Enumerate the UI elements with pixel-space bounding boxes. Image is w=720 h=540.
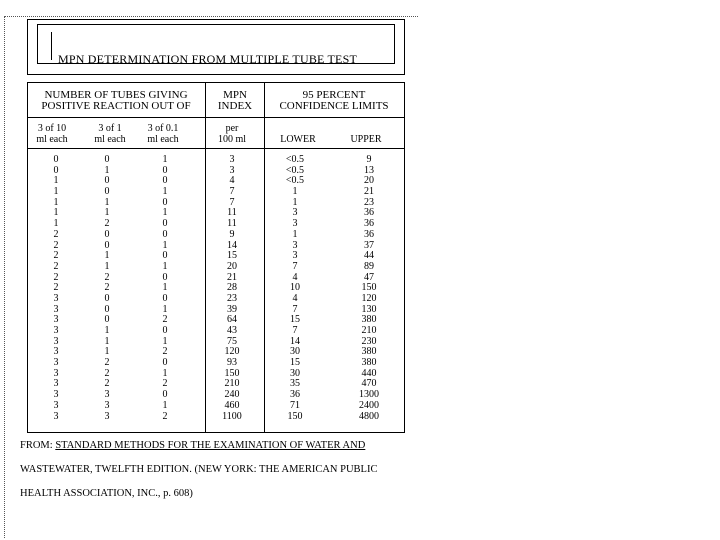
column-3-of-0-1 xyxy=(153,155,177,422)
tubes-1ml-cell: 1 xyxy=(104,335,110,347)
source-line-2: WASTEWATER, TWELFTH EDITION. (NEW YORK: THE AMERICAN PUBLIC xyxy=(20,464,378,475)
column-mpn-index xyxy=(214,155,250,422)
lower-limit-cell: <0.5 xyxy=(285,164,305,176)
tubes-1ml-cell: 0 xyxy=(104,314,110,326)
mpn-index-cell: 120 xyxy=(224,346,240,358)
tubes-1ml-cell: 0 xyxy=(104,175,110,187)
tubes-0-1ml-cell: 1 xyxy=(162,335,168,347)
tubes-0-1ml-cell: 1 xyxy=(162,154,168,165)
tubes-1ml-cell: 3 xyxy=(104,410,110,422)
mpn-index-cell: 7 xyxy=(229,186,235,198)
tubes-1ml-cell: 1 xyxy=(104,346,110,358)
tubes-10ml-cell: 2 xyxy=(53,239,59,251)
mpn-index-cell: 11 xyxy=(227,218,237,230)
lower-limit-cell: 15 xyxy=(290,357,300,369)
column-lower-limit xyxy=(273,155,317,422)
lower-limit-cell: 1 xyxy=(292,196,298,208)
upper-limit-cell: 4800 xyxy=(359,410,379,422)
page-left-dotted-border xyxy=(4,16,5,538)
tubes-1ml-cell: 3 xyxy=(104,399,110,411)
tubes-0-1ml-cell: 0 xyxy=(162,175,168,187)
upper-limit-cell: 47 xyxy=(364,271,374,283)
tubes-1ml-cell: 1 xyxy=(104,325,110,336)
tubes-10ml-cell: 3 xyxy=(53,346,59,358)
mpn-index-cell: 1100 xyxy=(222,410,242,422)
tubes-0-1ml-cell: 1 xyxy=(162,303,168,315)
subheader-unit-line2: 100 ml xyxy=(217,134,247,145)
mpn-index-cell: 23 xyxy=(227,292,237,304)
subheader-per-100ml xyxy=(206,123,258,145)
tubes-10ml-cell: 1 xyxy=(53,196,59,208)
mpn-index-cell: 21 xyxy=(227,271,237,283)
source-line-3: HEALTH ASSOCIATION, INC., p. 608) xyxy=(20,488,193,499)
tubes-1ml-cell: 1 xyxy=(104,207,110,219)
lower-limit-cell: 7 xyxy=(292,325,298,336)
subheader-c2-line2: ml each xyxy=(94,134,126,145)
upper-limit-cell: 380 xyxy=(361,357,377,369)
lower-limit-cell: 3 xyxy=(292,250,298,262)
lower-limit-cell: 1 xyxy=(292,228,298,240)
subheader-lower: LOWER xyxy=(280,134,316,145)
tubes-0-1ml-cell: 0 xyxy=(162,250,168,262)
lower-limit-cell: 7 xyxy=(292,260,298,272)
upper-limit-cell: 150 xyxy=(361,282,377,294)
subheader-divider xyxy=(27,148,404,149)
upper-limit-cell: 120 xyxy=(361,292,377,304)
tubes-10ml-cell: 0 xyxy=(53,164,59,176)
mpn-index-cell: 20 xyxy=(227,260,237,272)
lower-limit-cell: 36 xyxy=(290,389,300,401)
tubes-10ml-cell: 3 xyxy=(53,335,59,347)
tubes-0-1ml-cell: 0 xyxy=(162,389,168,401)
tubes-0-1ml-cell: 1 xyxy=(162,186,168,198)
mpn-index-cell: 75 xyxy=(227,335,237,347)
upper-limit-cell: 230 xyxy=(361,335,377,347)
tubes-10ml-cell: 3 xyxy=(53,399,59,411)
tubes-10ml-cell: 3 xyxy=(53,292,59,304)
tubes-10ml-cell: 3 xyxy=(53,378,59,390)
upper-limit-cell: 470 xyxy=(361,378,377,390)
upper-limit-cell: 210 xyxy=(361,325,377,336)
text-cursor-bar xyxy=(51,32,52,60)
mpn-index-cell: 64 xyxy=(227,314,237,326)
header-conf-line2: CONFIDENCE LIMITS xyxy=(279,100,389,112)
column-divider-confidence xyxy=(264,82,265,432)
table-title: MPN DETERMINATION FROM MULTIPLE TUBE TEST xyxy=(58,52,357,66)
header-tubes-line1: NUMBER OF TUBES GIVING xyxy=(44,89,188,101)
upper-limit-cell: 37 xyxy=(364,239,374,251)
upper-limit-cell: 89 xyxy=(364,260,374,272)
upper-limit-cell: 23 xyxy=(364,196,374,208)
mpn-index-cell: 7 xyxy=(229,196,235,208)
tubes-10ml-cell: 3 xyxy=(53,389,59,401)
subheader-3-of-1 xyxy=(84,123,136,145)
tubes-1ml-cell: 0 xyxy=(104,154,110,165)
tubes-10ml-cell: 3 xyxy=(53,357,59,369)
subheader-c3-line2: ml each xyxy=(147,134,179,145)
lower-limit-cell: 4 xyxy=(292,271,298,283)
mpn-index-cell: 9 xyxy=(229,228,235,240)
tubes-1ml-cell: 2 xyxy=(104,367,110,379)
column-3-of-1 xyxy=(95,155,119,422)
subheader-3-of-10 xyxy=(28,123,76,145)
tubes-0-1ml-cell: 1 xyxy=(162,207,168,219)
tubes-0-1ml-cell: 2 xyxy=(162,410,168,422)
upper-limit-cell: 440 xyxy=(361,367,377,379)
mpn-index-cell: 240 xyxy=(224,389,240,401)
tubes-10ml-cell: 2 xyxy=(53,282,59,294)
tubes-1ml-cell: 1 xyxy=(104,196,110,208)
tubes-10ml-cell: 2 xyxy=(53,250,59,262)
subheader-unit-line1: per xyxy=(225,123,239,134)
tubes-0-1ml-cell: 2 xyxy=(162,346,168,358)
header-tubes-line2: POSITIVE REACTION OUT OF xyxy=(41,100,191,112)
upper-limit-cell: 380 xyxy=(361,314,377,326)
tubes-10ml-cell: 3 xyxy=(53,303,59,315)
lower-limit-cell: 3 xyxy=(292,218,298,230)
mpn-index-cell: 15 xyxy=(227,250,237,262)
tubes-0-1ml-cell: 1 xyxy=(162,367,168,379)
column-3-of-10 xyxy=(44,155,68,422)
lower-limit-cell: 4 xyxy=(292,292,298,304)
upper-limit-cell: 44 xyxy=(364,250,374,262)
upper-limit-cell: 380 xyxy=(361,346,377,358)
header-mpn-line1: MPN xyxy=(223,89,247,101)
lower-limit-cell: 7 xyxy=(292,303,298,315)
tubes-1ml-cell: 0 xyxy=(104,228,110,240)
tubes-1ml-cell: 2 xyxy=(104,378,110,390)
subheader-upper: UPPER xyxy=(350,134,382,145)
tubes-10ml-cell: 1 xyxy=(53,186,59,198)
mpn-index-cell: 11 xyxy=(227,207,237,219)
tubes-0-1ml-cell: 0 xyxy=(162,228,168,240)
tubes-10ml-cell: 3 xyxy=(53,367,59,379)
tubes-1ml-cell: 1 xyxy=(104,260,110,272)
tubes-1ml-cell: 2 xyxy=(104,282,110,294)
tubes-10ml-cell: 3 xyxy=(53,410,59,422)
tubes-1ml-cell: 0 xyxy=(104,186,110,198)
upper-limit-cell: 36 xyxy=(364,218,374,230)
tubes-1ml-cell: 1 xyxy=(104,250,110,262)
upper-limit-cell: 21 xyxy=(364,186,374,198)
subheader-c1-line2: ml each xyxy=(36,134,68,145)
tubes-0-1ml-cell: 2 xyxy=(162,314,168,326)
header-conf-line1: 95 PERCENT xyxy=(302,89,366,101)
lower-limit-cell: 15 xyxy=(290,314,300,326)
header-tubes-positive xyxy=(28,90,204,112)
tubes-1ml-cell: 0 xyxy=(104,303,110,315)
source-prefix: FROM: xyxy=(20,440,56,451)
tubes-0-1ml-cell: 0 xyxy=(162,218,168,230)
tubes-10ml-cell: 0 xyxy=(53,154,59,165)
lower-limit-cell: 30 xyxy=(290,367,300,379)
mpn-index-cell: 4 xyxy=(229,175,235,187)
mpn-index-cell: 3 xyxy=(229,154,235,165)
subheader-3-of-0-1 xyxy=(138,123,188,145)
tubes-0-1ml-cell: 0 xyxy=(162,292,168,304)
upper-limit-cell: 9 xyxy=(366,154,372,165)
upper-limit-cell: 13 xyxy=(364,164,374,176)
upper-limit-cell: 2400 xyxy=(359,399,379,411)
tubes-0-1ml-cell: 0 xyxy=(162,357,168,369)
mpn-index-cell: 93 xyxy=(227,357,237,369)
tubes-0-1ml-cell: 0 xyxy=(162,196,168,208)
tubes-1ml-cell: 0 xyxy=(104,239,110,251)
lower-limit-cell: 3 xyxy=(292,207,298,219)
tubes-1ml-cell: 1 xyxy=(104,164,110,176)
tubes-1ml-cell: 2 xyxy=(104,218,110,230)
tubes-10ml-cell: 1 xyxy=(53,175,59,187)
mpn-index-cell: 14 xyxy=(227,239,237,251)
lower-limit-cell: 150 xyxy=(287,410,303,422)
tubes-0-1ml-cell: 0 xyxy=(162,271,168,283)
mpn-index-cell: 28 xyxy=(227,282,237,294)
tubes-0-1ml-cell: 1 xyxy=(162,282,168,294)
lower-limit-cell: 3 xyxy=(292,239,298,251)
lower-limit-cell: <0.5 xyxy=(285,175,305,187)
upper-limit-cell: 130 xyxy=(361,303,377,315)
lower-limit-cell: 10 xyxy=(290,282,300,294)
header-divider xyxy=(27,117,404,118)
tubes-0-1ml-cell: 0 xyxy=(162,325,168,336)
tubes-10ml-cell: 2 xyxy=(53,260,59,272)
lower-limit-cell: 30 xyxy=(290,346,300,358)
mpn-index-cell: 460 xyxy=(224,399,240,411)
tubes-10ml-cell: 3 xyxy=(53,314,59,326)
lower-limit-cell: <0.5 xyxy=(285,154,305,165)
mpn-index-cell: 3 xyxy=(229,164,235,176)
tubes-0-1ml-cell: 2 xyxy=(162,378,168,390)
tubes-10ml-cell: 3 xyxy=(53,325,59,336)
mpn-index-cell: 210 xyxy=(224,378,240,390)
subheader-c1-line1: 3 of 10 xyxy=(37,123,67,134)
source-title: STANDARD METHODS FOR THE EXAMINATION OF WATER AND xyxy=(55,440,366,451)
upper-limit-cell: 20 xyxy=(364,175,374,187)
tubes-10ml-cell: 1 xyxy=(53,218,59,230)
header-confidence-limits xyxy=(265,90,403,112)
lower-limit-cell: 1 xyxy=(292,186,298,198)
tubes-1ml-cell: 0 xyxy=(104,292,110,304)
tubes-1ml-cell: 2 xyxy=(104,357,110,369)
upper-limit-cell: 1300 xyxy=(359,389,379,401)
tubes-0-1ml-cell: 0 xyxy=(162,164,168,176)
lower-limit-cell: 35 xyxy=(290,378,300,390)
tubes-10ml-cell: 2 xyxy=(53,228,59,240)
page-top-dotted-border xyxy=(4,16,418,17)
tubes-0-1ml-cell: 1 xyxy=(162,239,168,251)
upper-limit-cell: 36 xyxy=(364,228,374,240)
tubes-0-1ml-cell: 1 xyxy=(162,399,168,411)
tubes-1ml-cell: 2 xyxy=(104,271,110,283)
tubes-10ml-cell: 1 xyxy=(53,207,59,219)
source-line-1 xyxy=(20,440,365,451)
column-upper-limit xyxy=(347,155,391,422)
subheader-c3-line1: 3 of 0.1 xyxy=(147,123,179,134)
tubes-0-1ml-cell: 1 xyxy=(162,260,168,272)
header-mpn-index xyxy=(206,90,264,112)
upper-limit-cell: 36 xyxy=(364,207,374,219)
mpn-index-cell: 150 xyxy=(224,367,240,379)
tubes-1ml-cell: 3 xyxy=(104,389,110,401)
lower-limit-cell: 14 xyxy=(290,335,300,347)
tubes-10ml-cell: 2 xyxy=(53,271,59,283)
subheader-c2-line1: 3 of 1 xyxy=(98,123,122,134)
mpn-index-cell: 39 xyxy=(227,303,237,315)
header-mpn-line2: INDEX xyxy=(217,100,253,112)
mpn-index-cell: 43 xyxy=(227,325,237,336)
lower-limit-cell: 71 xyxy=(290,399,300,411)
